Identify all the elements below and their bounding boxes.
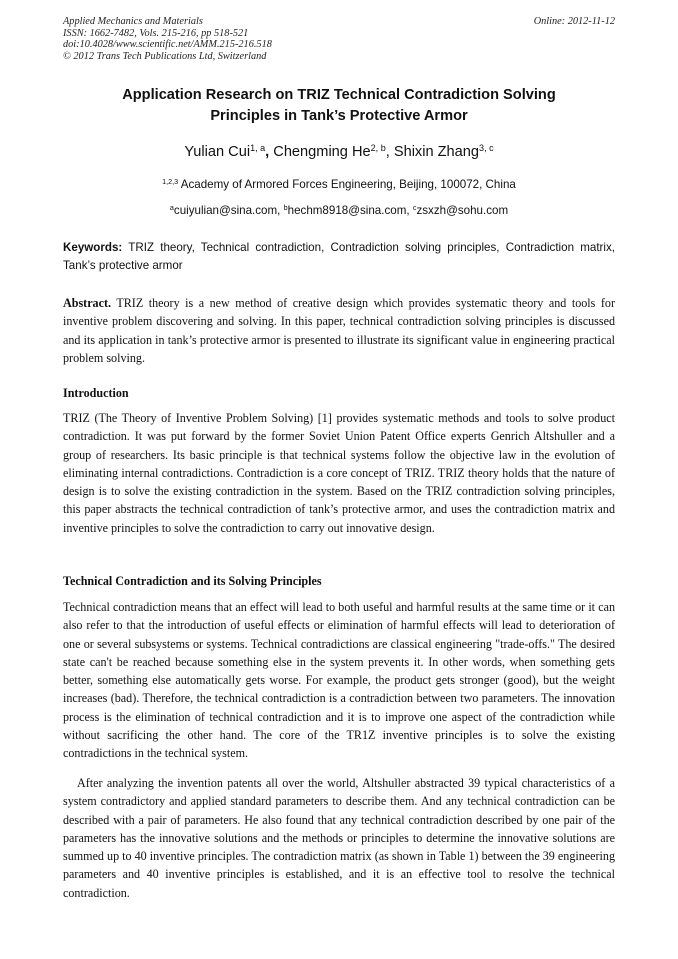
email-link[interactable]: zsxzh@sohu.com xyxy=(416,204,509,217)
introduction-paragraph: TRIZ (The Theory of Inventive Problem Solving) [1] provides systematic methods and tools to solve product contradiction. It was put forward by the former Soviet Union Patent Office experts Genrich Altshuller and a group of researchers. Its basic principle is that technical systems follow the objective law in the evolution of eliminating internal contradictions. Contradiction is a core concept of TRIZ. TRIZ theory holds that the nature of design is to solve the existing contradiction in the system. Based on the TRIZ contradiction solving principles, this paper abstracts the technical contradiction of tank’s protective armor, and uses the contradiction matrix and inventive principles to solve the contradiction to carry out innovative design. xyxy=(63,411,615,535)
email-link[interactable]: hechm8918@sina.com xyxy=(287,204,407,217)
abstract xyxy=(63,294,615,367)
author-name: Yulian Cui xyxy=(184,144,251,160)
technical-contradiction-paragraph-2: After analyzing the invention patents all over the world, Altshuller abstracted 39 typical characteristics of a system contradictory and applied standard parameters to describe them. And any technical contradiction can be described with a pair of parameters. He also found that any technical contradiction described by one pair of the parameters has the innovative solutions and the methods or principles to determine the innovative solutions are summed up to 40 inventive principles. The contradiction matrix (as shown in Table 1) between the 39 engineering parameters and 40 inventive principles is established, and it is an effective tool to resolve the technical contradiction. xyxy=(63,776,615,900)
online-date: Online: 2012-11-12 xyxy=(533,16,615,27)
email-separator: , xyxy=(406,204,413,217)
author-separator: , xyxy=(385,144,394,160)
email-separator: , xyxy=(277,204,284,217)
technical-contradiction-heading: Technical Contradiction and its Solving Principles xyxy=(63,574,322,588)
affiliation-text: Academy of Armored Forces Engineering, Beijing, 100072, China xyxy=(178,178,516,191)
email-list xyxy=(63,203,615,219)
keywords xyxy=(63,239,615,275)
title-line-1: Application Research on TRIZ Technical Contradiction Solving xyxy=(122,87,556,103)
issn-line: ISSN: 1662-7482, Vols. 215-216, pp 518-521 xyxy=(63,27,249,39)
journal-name: Applied Mechanics and Materials xyxy=(63,16,203,27)
author-name: Shixin Zhang xyxy=(393,144,480,160)
email-link[interactable]: cuiyulian@sina.com xyxy=(173,204,278,217)
title-line-2: Principles in Tank’s Protective Armor xyxy=(210,108,468,124)
affiliation xyxy=(63,177,615,193)
abstract-label: Abstract. xyxy=(63,296,112,310)
author-list xyxy=(63,142,615,162)
journal-header xyxy=(63,16,615,62)
author-sup: 2, b xyxy=(370,143,386,154)
email-sup: a xyxy=(169,203,174,213)
affiliation-sup: 1,2,3 xyxy=(162,177,179,187)
author-separator: , xyxy=(265,144,274,160)
author-name: Chengming He xyxy=(273,144,371,160)
abstract-text: TRIZ theory is a new method of creative design which provides systematic theory and tools for inventive problem discovering and solving. In this paper, technical contradiction solving principles is discussed and its application in tank’s protective armor is presented to illustrate its significant value in engineering practical problem solving. xyxy=(63,296,615,365)
keywords-text: TRIZ theory, Technical contradiction, Contradiction solving principles, Contradiction matrix, Tank’s protective armor xyxy=(63,241,615,273)
email-sup: c xyxy=(412,203,417,213)
technical-contradiction-paragraph-1: Technical contradiction means that an effect will lead to both useful and harmful results at the same time or it can also refer to that the introduction of useful effects or elimination of harmful effects will lead to deterioration of one or several subsystems or systems. Technical contradictions are classical engineering "trade-offs." The desired state can't be reached because something else in the system prevents it. In other words, when something gets better, something else automatically gets worse. For example, the product gets stronger (good), but the weight increases (bad). Therefore, the technical contradiction is a contradiction between two parameters. The innovation process is the elimination of technical contradiction and it is to improve one aspect of the contradiction while without sacrificing the other hand. The core of the TR1Z inventive principles is to solve the existing contradictions in the technical system. xyxy=(63,600,615,761)
author-sup: 1, a xyxy=(250,143,266,154)
author-sup: 3, c xyxy=(479,143,494,154)
email-sup: b xyxy=(283,203,288,213)
copyright-line: © 2012 Trans Tech Publications Ltd, Switzerland xyxy=(63,50,267,62)
doi-line: doi:10.4028/www.scientific.net/AMM.215-216.518 xyxy=(63,39,272,51)
keywords-label: Keywords: xyxy=(63,241,123,254)
paper-title xyxy=(63,85,615,127)
introduction-heading: Introduction xyxy=(63,386,129,400)
